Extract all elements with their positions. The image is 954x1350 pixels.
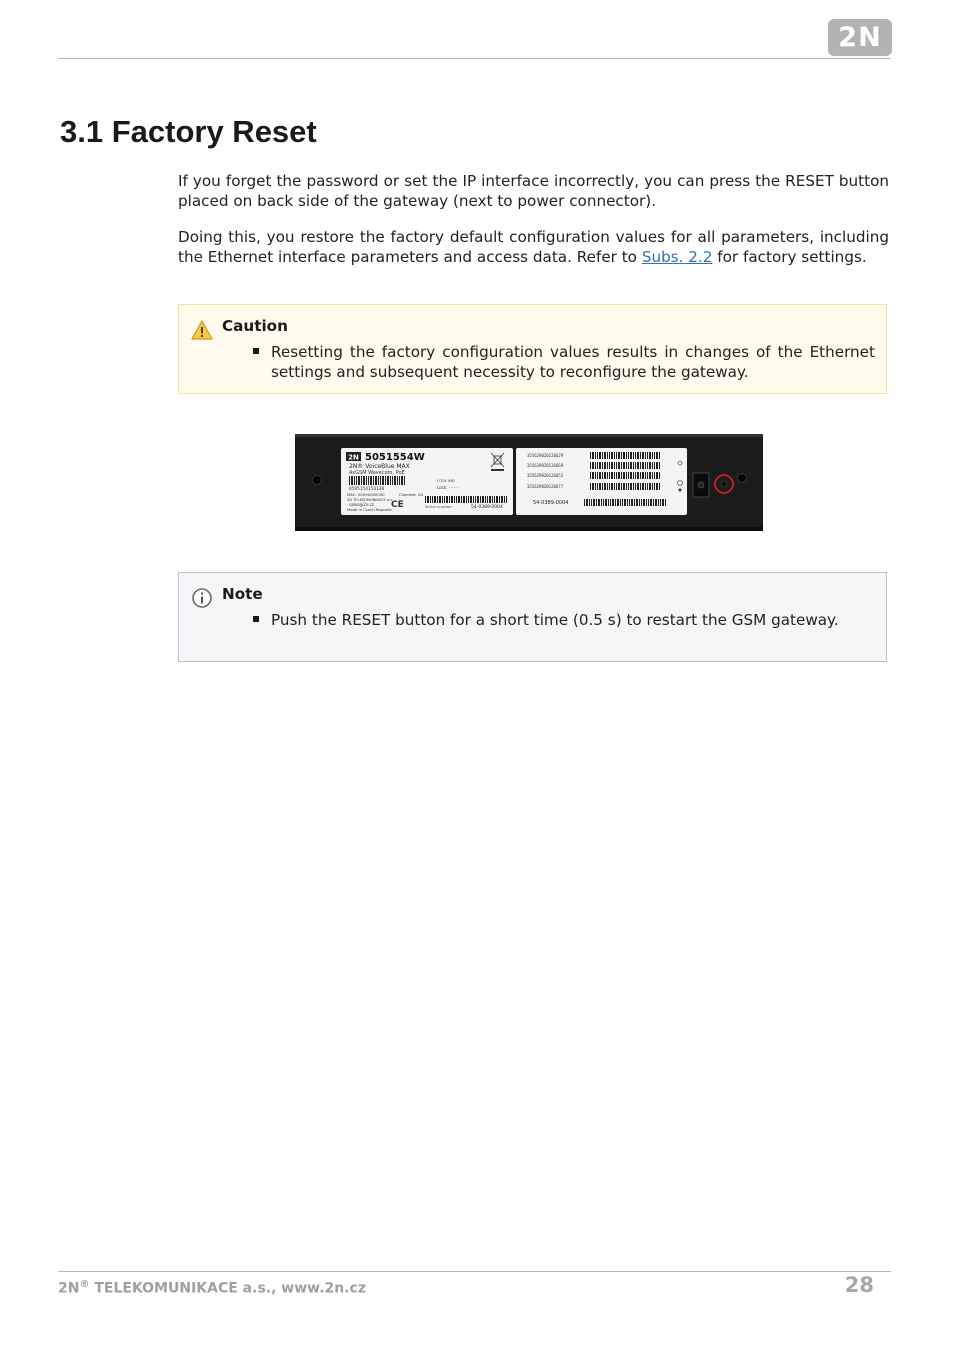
footer-company-text: TELEKOMUNIKACE a.s., www.2n.cz (89, 1280, 366, 1297)
svg-text:2N® VoiceBlue MAX: 2N® VoiceBlue MAX (349, 463, 410, 470)
brand-logo: 2N (828, 19, 892, 56)
header-rule (58, 58, 891, 59)
note-title: Note (222, 585, 263, 603)
restore-paragraph (178, 228, 889, 267)
note-item-text: Push the RESET button for a short time (0.5 s) to restart the GSM gateway. (271, 611, 839, 629)
svg-text:355629020126669: 355629020126669 (527, 463, 564, 468)
svg-text:54-0389-0004: 54-0389-0004 (533, 500, 569, 506)
page-number: 28 (844, 1273, 874, 1297)
svg-text:CODE IMEI: CODE IMEI (437, 479, 455, 483)
svg-text:2N: 2N (348, 453, 359, 462)
svg-text:sales@2n.cz: sales@2n.cz (349, 502, 374, 507)
note-item (251, 611, 875, 631)
intro-paragraph: If you forget the password or set the IP interface incorrectly, you can press the RESET button placed on back side of the gateway (next to power connector). (178, 172, 889, 210)
bullet (253, 616, 259, 622)
svg-text:Made in Czech Republic: Made in Czech Republic (347, 507, 393, 512)
svg-text:355629020126652: 355629020126652 (527, 473, 564, 478)
svg-text:00090000000: 00090000000 (358, 492, 385, 497)
device-back-photo (295, 434, 763, 531)
svg-text:Lock: - - - -: Lock: - - - - (437, 485, 459, 490)
caution-item-text: Resetting the factory configuration values results in changes of the Ethernet settings and subsequent necessity to reconfigure the gateway. (271, 343, 875, 381)
svg-text:CE: CE (391, 500, 404, 510)
svg-text:Serial number:: Serial number: (425, 504, 453, 509)
svg-text:2N TELEKOMUNIKACE a.s.: 2N TELEKOMUNIKACE a.s. (347, 498, 394, 502)
svg-text:4xGSM Wavecom, PoE: 4xGSM Wavecom, PoE (349, 470, 405, 476)
footer-company (58, 1279, 366, 1297)
footer-brand: 2N (58, 1280, 80, 1297)
imei-label (516, 448, 687, 515)
reset-button[interactable] (721, 481, 727, 487)
mounting-hole (738, 474, 747, 483)
svg-text:355629020126629: 355629020126629 (527, 453, 564, 458)
page-title: 3.1 Factory Reset (60, 114, 317, 149)
note-box (178, 572, 887, 662)
caution-box (178, 304, 887, 394)
note-list (251, 611, 875, 631)
svg-text:5051554W: 5051554W (365, 452, 425, 463)
subs-2-2-link[interactable]: Subs. 2.2 (641, 247, 713, 266)
product-label (341, 448, 513, 515)
svg-text:54-0389-0004: 54-0389-0004 (471, 505, 503, 510)
mounting-hole (313, 476, 322, 485)
svg-text:8595154154130: 8595154154130 (349, 487, 385, 492)
svg-text:Checked: 2N: Checked: 2N (399, 492, 424, 497)
registered-mark: ® (79, 1279, 90, 1290)
restore-text-end: for factory settings. (712, 247, 867, 266)
footer-rule (58, 1271, 891, 1272)
caution-title: Caution (222, 317, 288, 335)
warning-triangle-icon (191, 319, 213, 341)
restore-text: Doing this, you restore the factory default configuration values for all parameters, including the Ethernet interface parameters and access data. Refer to (178, 228, 889, 266)
svg-text:355629020126677: 355629020126677 (527, 484, 564, 489)
caution-list (251, 343, 875, 382)
info-circle-icon (191, 587, 213, 609)
caution-item (251, 343, 875, 382)
svg-text:MAC:: MAC: (347, 492, 357, 497)
bullet (253, 348, 259, 354)
